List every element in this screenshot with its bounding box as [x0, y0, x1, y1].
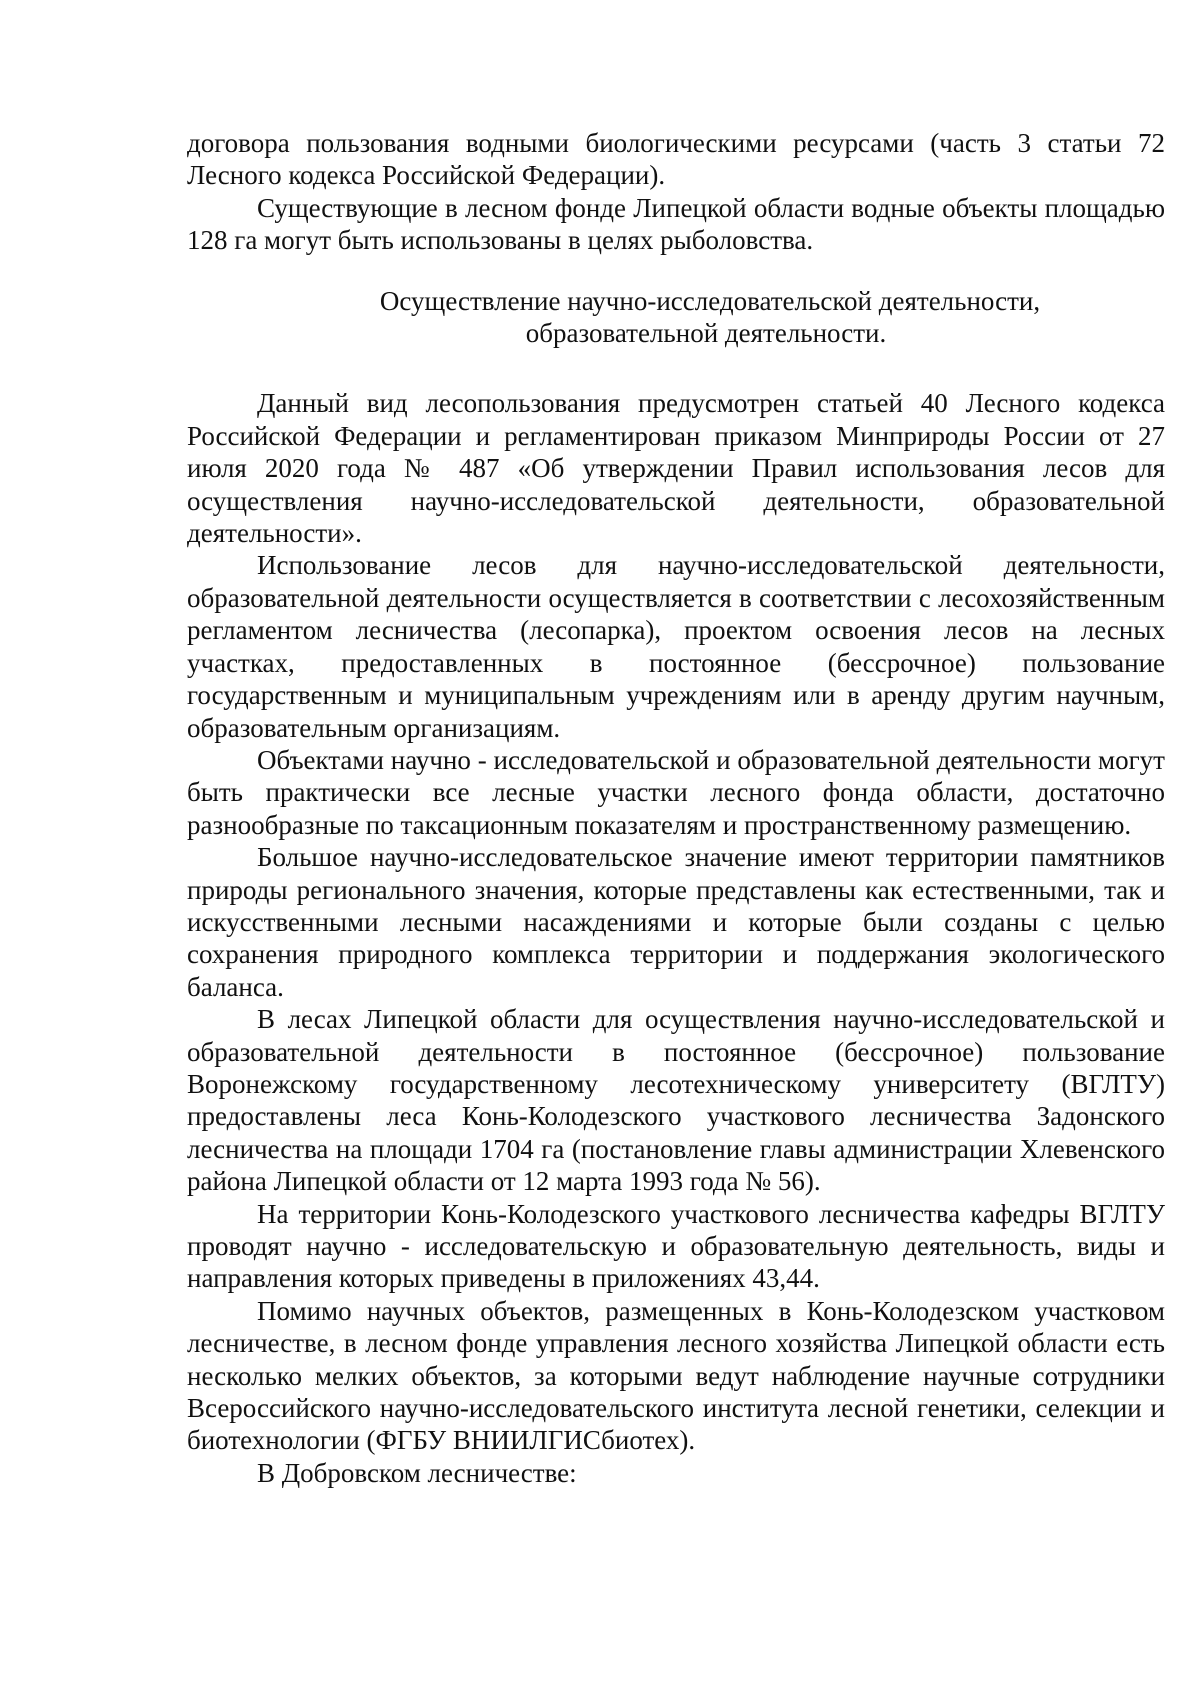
- section-heading-line-2: образовательной деятельности.: [525, 318, 887, 349]
- paragraph-vgltu-research: На территории Конь-Колодезского участкового лесничества кафедры ВГЛТУ проводят научно - исследовательскую и образовательную деятельность, виды и направления которых приведены в приложениях 43,44.: [187, 1198, 1165, 1294]
- section-heading-line-1: Осуществление научно-исследовательской деятельности,: [379, 285, 1041, 316]
- paragraph-research-objects: Объектами научно - исследовательской и образовательной деятельности могут быть практически все лесные участки лесного фонда области, достаточно разнообразные по таксационным показателям и пространственному размещению.: [187, 744, 1165, 840]
- paragraph-vgltu-forests: В лесах Липецкой области для осуществления научно-исследовательской и образовательной деятельности в постоянное (бессрочное) пользование Воронежскому государственному лесотехническому университету (ВГЛТУ) предоставлены леса Конь-Колодезского участкового лесничества Задонского лесничества на площади 1704 га (постановление главы администрации Хлевенского района Липецкой области от 12 марта 1993 года № 56).: [187, 1004, 1165, 1197]
- paragraph-legal-basis: Данный вид лесопользования предусмотрен статьей 40 Лесного кодекса Российской Федерации и регламентирован приказом Минприроды России от 27 июля 2020 года № 487 «Об утверждении Правил использования лесов для осуществления научно-исследовательской деятельности, образовательной деятельности».: [187, 388, 1165, 549]
- paragraph-other-research-objects: Помимо научных объектов, размещенных в Конь-Колодезском участковом лесничестве, в лесном фонде управления лесного хозяйства Липецкой области есть несколько мелких объектов, за которыми ведут наблюдение научные сотрудники Всероссийского научно-исследовательского института лесной генетики, селекции и биотехнологии (ФГБУ ВНИИЛГИСбиотех).: [187, 1295, 1165, 1456]
- paragraph-natural-monuments: Большое научно-исследовательское значение имеют территории памятников природы регионального значения, которые представлены как естественными, так и искусственными лесными насаждениями и которые были созданы с целью сохранения природного комплекса территории и поддержания экологического баланса.: [187, 842, 1165, 1002]
- document-body: [187, 127, 1165, 1489]
- paragraph-dobrovskoe-forestry: В Добровском лесничестве:: [257, 1457, 577, 1488]
- paragraph-forest-use-rules: Использование лесов для научно-исследовательской деятельности, образовательной деятельности осуществляется в соответствии с лесохозяйственным регламентом лесничества (лесопарка), проектом освоения лесов на лесных участках, предоставленных в постоянное (бессрочное) пользование государственным и муниципальным учреждениям или в аренду другим научным, образовательным организациям.: [187, 550, 1165, 743]
- paragraph-water-objects: Существующие в лесном фонде Липецкой области водные объекты площадью 128 га могут быть использованы в целях рыболовства.: [187, 192, 1165, 256]
- section-heading: [187, 285, 1165, 350]
- paragraph-water-use-contract: договора пользования водными биологическими ресурсами (часть 3 статьи 72 Лесного кодекса Российской Федерации).: [187, 128, 1165, 191]
